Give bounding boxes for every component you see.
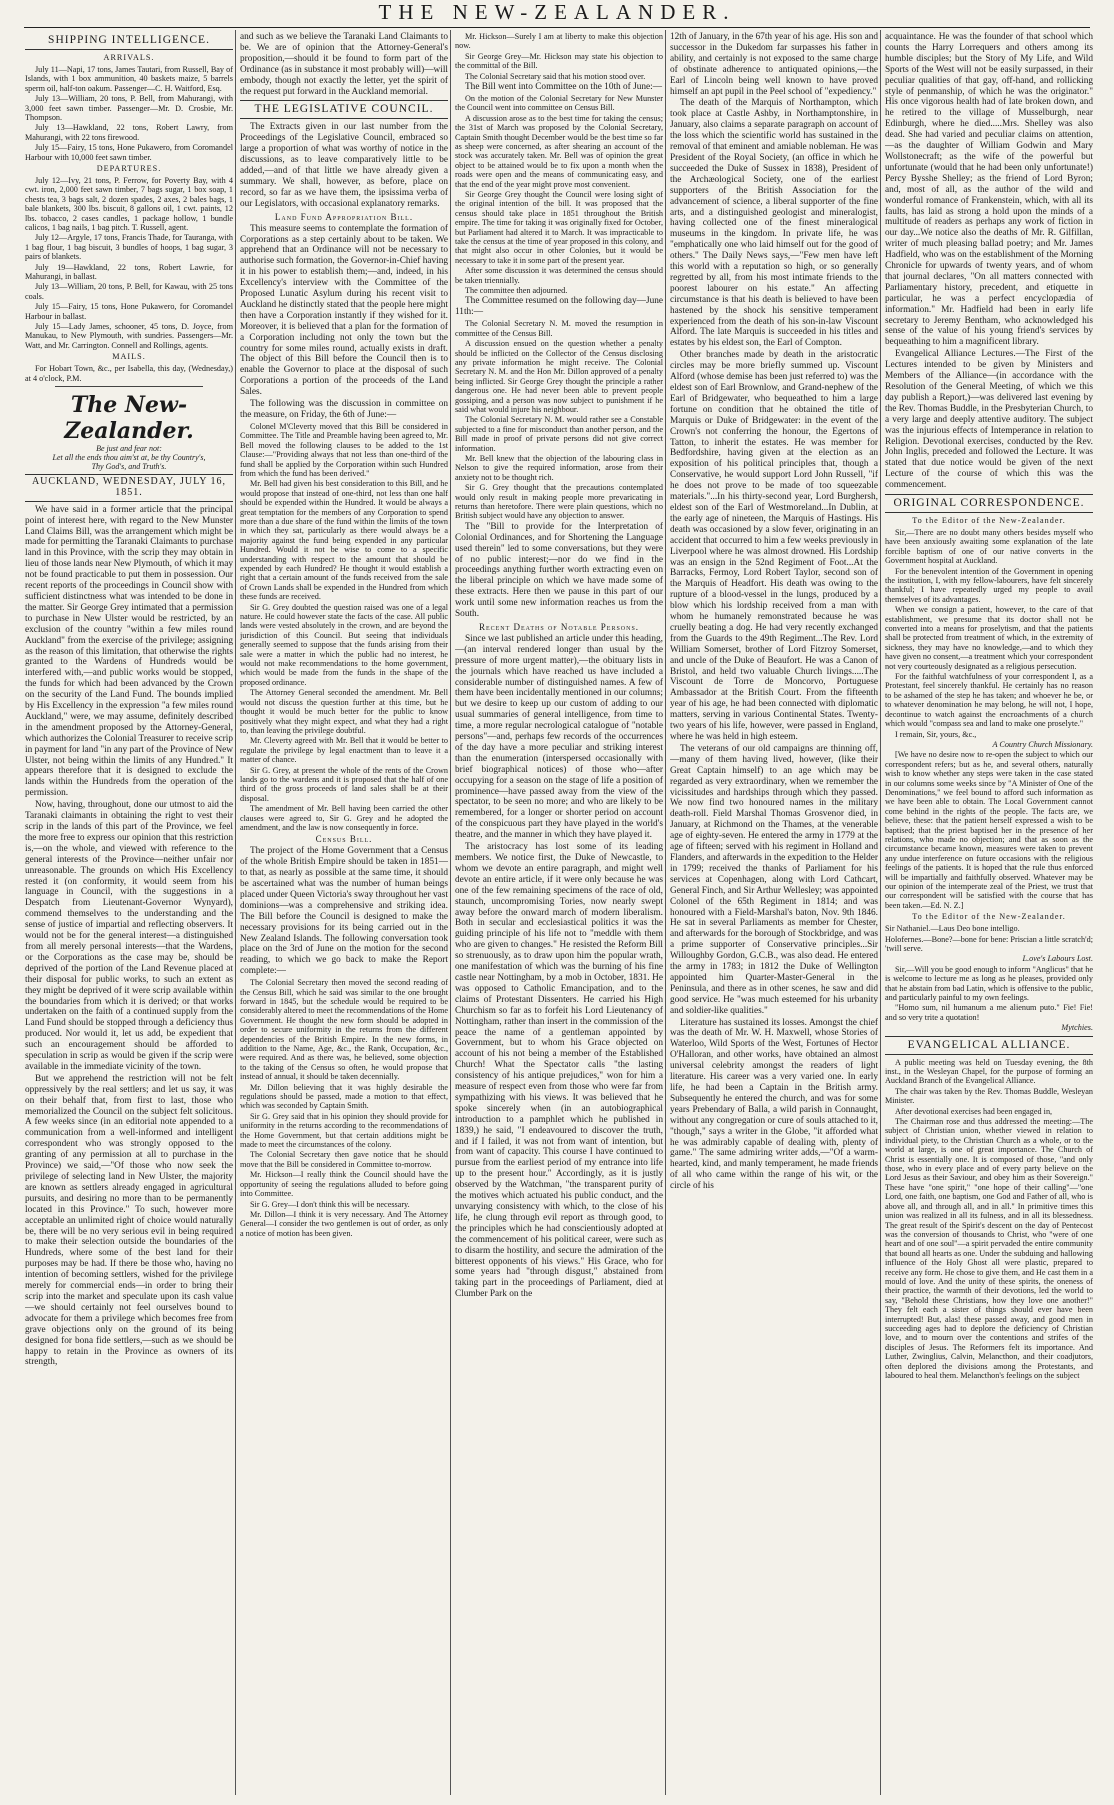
- census-debate: The Colonial Secretary then moved the second reading of the Census Bill, which he said was similar to the one brought forward in 1845, but the schedule would be required to be considerably altered to meet the recommendations of the Home Government. He thought the new form should be adopted in order to secure uniformity in the returns from the different dependencies of the British Empire. In the new forms, in addition to the Name, Age, &c., the Rank, Occupation, &c., were required. And as there was, he believed, some objection to the taking of the Census so often, he would propose that instead of annual, it should be taken decennially.: [240, 978, 448, 1082]
- dateline: AUCKLAND, WEDNESDAY, JULY 16, 1851.: [25, 474, 233, 502]
- deaths-continuation: acquaintance. He was the founder of that school which counts the Harry Lorrequers and others among its humble disciples; but the Story of My Life, and Wild Sports of the West will not be easily surpassed, in their peculiar qualities of that gay, off-hand, and rollicking style of penmanship, of which he was the originator." His once vigorous health had of late broken down, and he retired to the village of Musselburgh, near Edinburgh, where he died.....Mrs. Shelley was also dead. She had varied and peculiar claims on attention,—as the daughter of William Godwin and Mary Wollstonecraft; as the wife of the powerful but unfortunate (would that he had been only unfortunate!) Percy Bysshe Shelley; as the friend of Lord Byron; and, most of all, as the author of the wild and wonderful romance of Frankenstein, which, with all its faults, has laid as strong a hold upon the minds of a multitude of readers as perhaps any work of fiction in our day...We notice also the deaths of Mr. R. Gilfillan, writer of much pleasing ballad poetry; and Mr. James Hadfield, who was on the establishment of the Morning Chronicle for upwards of twenty years, and of whom that journal declares, "On all matters connected with Parliamentary history, precedent, and etiquette in particular, he was a perfect encyclopædia of information." Mr. Hadfield had been in early life secretary to Jeremy Bentham, who acknowledged his sense of the value of his young friend's services by bequeathing to him a magnificent library.: [885, 32, 1093, 348]
- land-fund-heading: Land Fund Appropriation Bill.: [274, 211, 414, 222]
- departure-entry: July 15—Lady James, schooner, 45 tons, D. Joyce, from Manukau, to New Plymouth, with sundries. Passengers—Mr. Watt, and Mr. Carrington. Connell and Rollings, agents.: [25, 321, 233, 350]
- committee-paragraph: A discussion arose as to the best time for taking the census; the 31st of March was proposed by the Colonial Secretary, Captain Smith thought December would be the best time so far as sheep were concerned, as after shearing an account of the stock was accurately taken. Mr. Bell was of opinion the great object to be attained would be to fix upon a month when the roads were open and the means of communicating easy, and that the end of the year might prove most convenient.: [455, 113, 663, 189]
- editorial-paragraph: Now, having, throughout, done our utmost to aid the Taranaki claimants in obtaining the right to vest their scrip in the lands of this part of the Province, we feel the more free to express our opinion that this restriction is,—on the whole, and viewed with reference to the general interests of the Province—neither unfair nor unreasonable. The grounds on which His Excellency rested it (on conformity, it would seem from his language in Council, with the suggestions in a Despatch from Lieutenant-Governor Wynyard), commend themselves to the understanding and the sense of justice of impartial and reflecting observers. It would not be for the general interest—a distinguished from all merely personal interests—that the Wardens, or the Corporations as the case may be, should be deprived of the portion of the Land Revenue placed at their disposal for public works, to such an extent as they might be deprived of it were scrip available within the boundaries from which it is derived; or that works undertaken on the faith of a continued supply from the Land Fund should be stopped through a deficiency thus produced. Nor would it, let us add, be expedient that such an encouragement should be afforded to speculation in scrip as would be given if the scrip were available in the immediate vicinity of the town.: [25, 800, 233, 1072]
- alliance-paragraph: The Chairman rose and thus addressed the meeting:—The subject of Christian union, whether viewed in relation to individual piety, to the Christian Church as a whole, or to the world at large, is one of great importance. The Church of Christ is essentially one. It is composed of those, "and only those, who in every place and of every party believe on the Lord Jesus as their Saviour, and obey him as their Sovereign." These have "one spirit," "one hope of their calling"—"one Lord, one faith, one baptism, one God and Father of all, who is above all, and through all, and in all." In primitive times this union was realized in all its fulness, and in all its blessedness. The great result of the Spirit's descent on the day of Pentecost was the conversion of thousands to Christ, who "were of one heart and of one soul"—a spirit pervaded the entire community that bound all hearts as one. Under the subduing and hallowing influence of the Holy Ghost all were plastic, prepared to receive any form. He chose to give them, and He cast them in a mould of love. And the unity of these spirits, the oneness of their practice, the warmth of their devotions, led the world to say, "Behold these Christians, how they love one another!" They felt each a sister of things should ever have been interrupted! But, alas! these passed away, and good men in succeeding ages had to deplore the deficiency of Christian love, and to mourn over the contentions and strifes of the disciples of Jesus. The Reformers felt its importance. And Luther, Zwinglius, Calvin, Melancthon, and their coadjutors, often deplored the divisions among the Protestants, and laboured to heal them. Melancthon's feelings on the subject: [885, 1117, 1093, 1380]
- shipping-heading: SHIPPING INTELLIGENCE.: [25, 32, 233, 50]
- census-debate: Mr. Hickson—I really think the Council should have the opportunity of seeing the regulations alluded to before going into Committee.: [240, 1170, 448, 1199]
- lectures-paragraph: Evangelical Alliance Lectures.—The First of the Lectures intended to be given by Ministers and Members of the Alliance—(in accordance with the Resolution of the General Meeting, of which we this day publish a Report,)—was delivered last evening by the Rev. Thomas Buddle, in the Presbyterian Church, to a very large and deeply attentive auditory. The subject was the injurious effects of Intemperance in relation to Religion. Devotional exercises, conducted by the Rev. John Inglis, preceded and followed the Lecture. It was stated that due notice would be given of the next Lecture of the course of which this was the commencement.: [885, 349, 1093, 491]
- column-divider: [665, 30, 666, 1795]
- resumed-note: The Committee resumed on the following day—June 11th:—: [455, 296, 663, 318]
- column-divider: [880, 30, 881, 1795]
- letter-quote: Sir Nathaniel.—Laus Deo bone intelligo.: [885, 924, 1020, 934]
- land-fund-paragraph: The following was the discussion in committee on the measure, on Friday, the 6th of June:—: [240, 399, 448, 420]
- land-fund-paragraph: This measure seems to contemplate the formation of Corporations as a step certainly about to be taken. We apprehend that an Ordinance will not be necessary to authorise such formation, the Governor-in-Chief having it in his power to establish them;—and, indeed, in his Excellency's interview with the Committee of the Proposed Lunatic Asylum during his recent visit to Auckland he distinctly stated that the people here might then have a Corporation instantly if they wished for it. Moreover, it is believed that a plan for the formation of a Corporation including not only the town but the country for some miles round, actually exists in draft. The object of this Bill before the Council then is to enable the Governor to place at the disposal of such Corporations a portion of the proceeds of the Land Sales.: [240, 223, 448, 398]
- deaths-paragraph: The veterans of our old campaigns are thinning off,—many of them having lived, however, (like their Great Captain himself) to an age which may be regarded as very extraordinary, when we remember the vicissitudes and hardships through which they passed. We now find two honoured names in the military death-roll. Field Marshal Thomas Grosvenor died, in January, at Richmond on the Thames, at the venerable age of eighty-seven. He entered the army in 1779 at the age of fifteen; served with his regiment in Holland and Flanders, and afterwards in the expedition to the Helder in 1799; received the thanks of Parliament for his services at Copenhagen, along with Lord Cathcart, General Finch, and Sir Arthur Wellesley; was appointed Colonel of the 65th Regiment in 1814; and was honoured with a Field-Marshal's baton, Nov. 9th 1846. He sat in several Parliaments as member for Chester, and afterwards for the borough of Stockbridge, and was a prime supporter of Conservative principles...Sir Willoughby Gordon, G.C.B., was also dead. He entered the army in 1783; in 1812 the Duke of Wellington appointed him Quarter-Master-General in the Peninsula, and there as in other scenes, he saw and did good service. He "was much esteemed for his urbanity and soldier-like qualities.": [670, 743, 878, 1016]
- column-4: [670, 32, 878, 1797]
- committee-paragraph: After some discussion it was determined the census should be taken triennially.: [455, 266, 663, 285]
- resumed-paragraph: Mr. Bell knew that the objection of the labouring class in Nelson to give the required information, arose from their anxiety not to be thought rich.: [455, 453, 663, 482]
- deaths-paragraph: The aristocracy has lost some of its leading members. We notice first, the Duke of Newcastle, to whom we devote an entire paragraph, and might well devote an entire article, if it were only because he was one of the few remaining specimens of the race of old, staunch, uncompromising Tories, now nearly swept away before the onward march of modern liberalism. Both in secular and ecclesiastical politics it was the guiding principle of his life not to "meddle with them who are given to changes." He resisted the Reform Bill so strenuously, as to draw upon him the popular wrath, one manifestation of which was the burning of his fine castle near Nottingham, by a mob in October, 1831. He was opposed to Catholic Emancipation, and to the claims of Protestant Dissenters. He carried his High Churchism so far as to forfeit his Lord Lieutenancy of Nottingham, rather than insert in the commission of the peace the name of a gentleman appointed by Government, but to whom his Grace objected on account of his not being a member of the Established Church! What the Spectator calls "the lasting consistency of his antique prejudices," won for him a measure of respect even from those who were far from sympathizing with his views. It was believed that he spoke sincerely when (in an autobiographical introduction to a pamphlet which he published in 1839,) he said, "I endeavoured to discover the truth, and if I failed, it was not from want of intention, but from want of capacity. This course I have continued to pursue from the earliest period of my entrance into life up to the present hour." Accordingly, as it is justly observed by the Watchman, "the transparent purity of the motives which actuated his public conduct, and the unvarying consistency with which, to the close of his life, he clung through evil report as through good, to the principles which he had conscientiously adopted at the commencement of his political career, were such as to disarm the hostility, and secure the admiration of the bitterest opponents of his views." His Grace, who for some years had "through disgust," abstained from taking part in the proceedings of Parliament, died at Clumber Park on the: [455, 842, 663, 1300]
- arrival-entry: July 13—Hawkland, 22 tons, Robert Lawry, from Mahurangi, with 22 tons firewood.: [25, 123, 233, 142]
- interpretation-paragraph: The "Bill to provide for the Interpretation of Colonial Ordinances, and for Shortening the Language used therein" led to some conversations, but they were of no public interest;—nor do we find in the proceedings anything further worth extracting even on the liberal principle on which we have made some of these extracts. Here then we pause in this part of our work until some new information reaches us from the South.: [455, 521, 663, 620]
- letter-quote: Holofernes.—Bone?—bone for bene: Priscian a little scratch'd; 'twill serve.: [885, 934, 1093, 953]
- motto-line: Be just and fear not:: [96, 443, 162, 453]
- arrivals-label: ARRIVALS.: [103, 53, 155, 62]
- departure-entry: July 12—Argyle, 17 tons, Francis Thade, for Tauranga, with 1 bag flour, 1 bag biscuit, 3 bundles of hoops, 1 bag sugar, 3 pairs of blankets.: [25, 233, 233, 262]
- section-divider: [55, 386, 203, 387]
- deaths-heading: Recent Deaths of Notable Persons.: [478, 621, 640, 632]
- deaths-paragraph: Literature has sustained its losses. Amongst the chief was the death of Mr. W. H. Maxwell, whose Stories of Waterloo, Wild Sports of the West, Fortunes of Hector O'Halloran, and other works, have obtained an almost universal celebrity amongst the readers of light literature. His career was a very varied one. In early life, he had been a Captain in the British army. Subsequently he entered the church, and was for some years Prebendary of Balla, a wild parish in Connaught, without any congregation or cure of souls attached to it, "though," says a writer in the Globe, "it afforded what he was admirably capable of dealing with, plenty of game." The same admiring writer adds,—"Of a warm-hearted, kind, and manly temperament, he made friends of all who came within the range of his wit, or the circle of his: [670, 1017, 878, 1192]
- column-divider: [235, 30, 236, 1795]
- editor-note: [We have no desire now to re-open the subject to which our correspondent refers; but as he, and several others, naturally wish to know whether any steps were taken in the case stated in our columns some weeks since by "A Minister of One of the Denominations," we feel bound to afford such information as we have been able to obtain. The Local Government cannot come behind in the rights of the people. The facts are, we believe, these: that the patient herself expressed a wish to be baptised; that the priest baptised her in the presence of her relations, who made no objection; and that as soon as the circumstance became known, measures were taken to prevent any undue interference on future occasions with the religious feelings of the patients. It is hoped that the rule thus enforced will be impartially and faithfully observed. Whatever may be our opinion of the intemperate zeal of the Priest, we trust that our correspondent will be satisfied with the course that has been taken.—Ed. N. Z.]: [885, 750, 1093, 910]
- letter-paragraph: Sir,—Will you be good enough to inform "Anglicus" that he is welcome to lecture me as long as he pleases, provided only that he abstain from bad Latin, which is offensive to the public, and particularly painful to my own feelings.: [885, 964, 1093, 1002]
- masthead-title: THE NEW-ZEALANDER.: [378, 0, 736, 24]
- letter-paragraph: Sir,—There are no doubt many others besides myself who have been anxiously awaiting some explanation of the late forcible baptism of one of our native converts in the Government hospital at Auckland.: [885, 527, 1093, 566]
- census-debate: Sir G. Grey—I don't think this will be necessary.: [250, 1199, 410, 1209]
- alliance-paragraph: The chair was taken by the Rev. Thomas Buddle, Wesleyan Minister.: [885, 1086, 1093, 1106]
- departure-entry: July 19—Hawkland, 22 tons, Robert Lawrie, for Mahurangi, in ballast.: [25, 262, 233, 281]
- deaths-paragraph: Other branches made by death in the aristocratic circles may be more briefly summed up. Viscount Alford (whose demise has been just referred to) was the eldest son of Earl Brownlow, and Grand-nephew of the Earl of Bridgewater, who bequeathed to him a large fortune on condition that he obtained the title of Marquis or Duke of Bridgewater: in the event of the Crown's not conferring the honour, the Egertons of Tatton, to inherit the estates. He was member for Bedfordshire, having given at the election as an exposition of his political principles that, though a Conservative, he would support Lord John Russell, "if he does not prove to be made of too squeezable materials."...In his thirty-second year, Lord Burghersh, eldest son of the Earl of Westmoreland...In Dublin, at the early age of nineteen, the Marquis of Hastings. His death was occasioned by a slow fever, originating in an accident that occurred to him a few weeks previously in Liverpool where he was almost drowned. His Lordship was an ensign in the 52nd Regiment of Foot...At the Barracks, Fermoy, Lord Robert Taylor, second son of the Marquis of Headfort. His death was owing to the rupture of a blood-vessel in the lungs, produced by a blow which his lordship received from a man with whom he humanely remonstrated because he was cruelly beating a dog. He had very recently exchanged from the Guards to the 49th Regiment...The Rev. Lord William Somerset, brother of Lord Fitzroy Somerset, and uncle of the Duke of Beaufort. He was a Canon of Bristol, and held two valuable Church livings.....The Viscount de Torre de Moncorvo, Portuguese Ambassador at the British Court. From the fifteenth year of his age, he had been connected with diplomatic matters, serving in various Continental States. Twenty-two years of his life, however, were passed in England, where he was held in high esteem.: [670, 350, 878, 742]
- letter-paragraph: For the benevolent intention of the Government in opening the institution, I, with my fellow-labourers, have felt sincerely thankful; I have repeatedly urged my people to avail themselves of its advantages.: [885, 566, 1093, 604]
- letter-signature: A Country Church Missionary.: [992, 739, 1093, 749]
- alliance-paragraph: A public meeting was held on Tuesday evening, the 8th inst., in the Wesleyan Chapel, for the purpose of forming an Auckland Branch of the Evangelical Alliance.: [885, 1057, 1093, 1086]
- committee-note: The Bill went into Committee on the 10th of June:—: [465, 82, 663, 93]
- column-divider: [450, 30, 451, 1795]
- debate-paragraph: Mr. Cleverty agreed with Mr. Bell that it would be better to regulate the privilege by legal enactment than to leave it a matter of chance.: [240, 736, 448, 765]
- debate-paragraph: The Colonial Secretary said that his motion stood over.: [465, 71, 646, 81]
- debate-paragraph: Sir G. Grey, at present the whole of the rents of the Crown lands go to the wardens and it is proposed that the half of one third of the gross proceeds of land sales shall be at their disposal.: [240, 765, 448, 803]
- motto-line: Thy God's, and Truth's.: [91, 461, 167, 471]
- resumed-paragraph: A discussion ensued on the question whether a penalty should be inflicted on the Collector of the Census disclosing any private information he might receive. The Colonial Secretary N. M. and the Hon Mr. Dillon approved of a penalty being inflicted. Sir George Grey thought the principle a rather dangerous one. He had never been able to prevent people gossiping, and a person was now subject to punishment if he said what would injure his neighbour.: [455, 339, 663, 414]
- departure-entry: July 13—William, 20 tons, P. Bell, for Kawau, with 25 tons coals.: [25, 282, 233, 301]
- departures-label: DEPARTURES.: [96, 163, 162, 173]
- column-5: [885, 32, 1093, 1797]
- departure-entry: July 12—Ivy, 21 tons, P. Ferrow, for Poverty Bay, with 4 cwt. iron, 2,000 feet sawn timber, 7 bags sugar, 1 box soap, 1 chests tea, 3 bags salt, 2 dozen spades, 2 axes, 2 bales bags, 1 bale blankets, 300 lbs. biscuit, 8 gallons oil, 1 cwt. paints, 12 lbs. tobacco, 2 cases candles, 1 package hollow, 1 bundle calicos, 1 bag nails, 1 bag pitch. T. Russell, agent.: [25, 175, 233, 232]
- committee-paragraph: Sir George Grey thought the Council were losing sight of the original intention of the bill. It was proposed that the census should take place in 1851 throughout the British empire. The time for taking it was originally fixed for October, but Parliament had altered it to March. It was impracticable to take the census at the time of year proposed in this colony, and that might also occur in other Colonies, but it would be necessary to take it in some part of the present year.: [455, 190, 663, 265]
- debate-paragraph: Sir G. Grey doubted the question raised was one of a legal nature. He could however state the facts of the case. All public lands were vested absolutely in the crown, and are beyond the jurisdiction of this Council. But seeing that individuals generally seemed to suppose that the funds arising from their sale were a matter in which the public had no interest, he would not make recommendations to the home government, which would be made from the funds in the shape of the proposed ordinance.: [240, 602, 448, 687]
- resumed-paragraph: Sir G. Grey thought that the precautions contemplated would only result in making people more prevaricating in returns than heretofore. There were plain questions, which no British subject would have any objection to answer.: [455, 483, 663, 521]
- quote-source: L.ove's Labours Lost.: [1022, 954, 1093, 964]
- letter-paragraph: "Homo sum, nil humanum a me alienum puto." Fie! Fie! and so very trite a quotation!: [885, 1003, 1093, 1022]
- census-debate: The Colonial Secretary then gave notice that he should move that the Bill be considered in Committee to-morrow.: [240, 1150, 448, 1169]
- debate-paragraph: Mr. Hickson—Surely I am at liberty to make this objection now.: [455, 32, 663, 51]
- debate-paragraph: The Attorney General seconded the amendment. Mr. Bell would not discuss the question further at this time, but he thought it would be much better for the public to know positively what they might expect, and what they had a right to, than leaving the privilege doubtful.: [240, 688, 448, 735]
- editorial-paragraph: We have said in a former article that the principal point of interest here, with regard to the New Munster Land Claims Bill, was the arrangement which might be made for permitting the Taranaki Claimants to purchase land in this Province, with the scrip they may obtain in lieu of those lands near New Plymouth, of which it may not be found practicable to put them in possession. Our recent reports of the proceedings in Council show with sufficient distinctness what was intended to be done in the matter. Sir George Grey intimated that a permission to purchase in New Ulster would be restricted, by an exclusion of the country "within a few miles round Auckland" from the exercise of the privilege; assigning as the reason of this limitation, that otherwise the rights granted to the Wardens of Hundreds would be interfered with,—and public works would be stopped, the funds for which had been advanced by the Crown on the security of the Land Fund. The bounds implied by His Excellency in the expression "a few miles round Auckland," were, we may assume, definitely described in the amendment proposed by the Attorney-General, which authorizes the Colonial Treasurer to receive scrip in payment for land "in any part of the Province of New Ulster, not being within the limits of any Hundred." It appears therefore that it is designed to exclude the lands within the Hundreds from the operation of the permission.: [25, 504, 233, 799]
- letter-paragraph: When we consign a patient, however, to the care of that establishment, we presume that its doctor shall not be converted into a means for proselytism, and that the patients shall be protected from treatment of which, in the extremity of sickness, they may have no knowledge,—and to which they have given no consent,—a treatment which your correspondent not very courteously designated as a religious persecution.: [885, 605, 1093, 671]
- column-1: [25, 32, 233, 1797]
- resumed-paragraph: The Colonial Secretary N. M. moved the resumption in committee of the Census Bill.: [455, 319, 663, 338]
- committee-paragraph: The committee then adjourned.: [465, 286, 568, 296]
- arrival-entry: July 11—Napi, 17 tons, James Tautari, from Russell, Bay of Islands, with 1 box ammunition, 40 baskets maize, 5 barrels sperm oil, half-ton oakum. Passenger—C. H. Waitford, Esq.: [25, 64, 233, 93]
- alliance-paragraph: After devotional exercises had been engaged in,: [895, 1106, 1053, 1116]
- deaths-paragraph: The death of the Marquis of Northampton, which took place at Castle Ashby, in Northamptonshire, in January, also claims a separate paragraph on account of the loss which the scientific world has sustained in the removal of that eminent and amiable nobleman. He was President of the Royal Society, (an office in which he succeeded the Duke of Sussex in 1838), President of the Archæological Society, one of the earliest supporters of the British Association for the advancement of science, a liberal supporter of the fine arts, and a distinguished geologist and mineralogist, having collected one of the finest mineralogical museums in the kingdom. In private life, he was "emphatically one who laid himself out for the good of others." The Daily News says,—"Few men have left this world with a reputation so high, or so generally regretted by all, from his most intimate friends to the poorest labourer on his estate." An affecting circumstance is that his death is believed to have been hastened by the shock his sensitive temperament experienced from the death of his son-in-law Viscount Alford. The late Marquis is succeeded in his titles and estates by his eldest son, the Earl of Compton.: [670, 98, 878, 349]
- mails-text: For Hobart Town, &c., per Isabella, this day, (Wednesday,) at 4 o'clock, P.M.: [25, 364, 233, 383]
- debate-paragraph: Colonel M'Cleverty moved that this Bill be considered in Committee. The Title and Preamble having been agreed to, Mr. Bell moved the following clauses to be added to the 1st Clause:—"Providing always that not less than one-third of the fund shall be applied by the Corporation within such Hundred from which the fund has been derived.": [240, 421, 448, 478]
- motto-line: Let all the ends thou aim'st at, be thy Country's,: [52, 452, 206, 462]
- census-debate: Mr. Dillon—I think it is very necessary. And The Attorney General—I consider the two gentlemen is out of order, as only a notice of motion has been given.: [240, 1209, 448, 1238]
- council-heading: THE LEGISLATIVE COUNCIL.: [240, 100, 448, 119]
- masthead-rule: [24, 27, 1090, 28]
- departure-entry: July 15—Fairy, 15 tons, Hone Pukawero, for Coromandel Harbour in ballast.: [25, 302, 233, 321]
- census-debate: Mr. Dillon believing that it was highly desirable the regulations should be passed, made a motion to that effect, which was seconded by Captain Smith.: [240, 1082, 448, 1111]
- column-3: [455, 32, 663, 1797]
- arrival-entry: July 15—Fairy, 15 tons, Hone Pukawero, from Coromandel Harbour with 10,000 feet sawn timber.: [25, 143, 233, 162]
- letter-paragraph: For the faithful watchfulness of your correspondent I, as a Protestant, feel sincerely thankful. He certainly has no reason to be ashamed of the step he has taken; and whoever he be, or to whatever denomination he may belong, he will not, I hope, decontinue to watch against the encroachments of a church which would "compass sea and land to make one proselyte.": [885, 672, 1093, 729]
- deaths-paragraph: Since we last published an article under this heading,—(an interval rendered longer than usual by the pressure of more urgent matter),—the obituary lists in the journals which have reached us have included a considerable number of distinguished names. A few of them have been incidentally mentioned in our columns; but we desire to keep up our custom of adding to our usual summaries of general intelligence, from time to time, a more regular necrological catalogue of "notable persons"—and, perhaps few records of the occurrences of the day have a more peculiar and striking interest than the enumeration (interspersed occasionally with brief biographical notices) of those who—after occupying for a season on the stage of life a position of prominence—have passed away from the view of the spectator, to be seen no more; and who are likely to be remembered, for a longer or shorter period on account of the conspicuous part they have played in the world's theatre, and the manner in which they have played it.: [455, 633, 663, 841]
- committee-paragraph: On the motion of the Colonial Secretary for New Munster the Council went into committee on Census Bill.: [455, 93, 663, 113]
- mails-label: MAILS.: [112, 352, 146, 362]
- debate-paragraph: The amendment of Mr. Bell having been carried the other clauses were agreed to, Sir G. Grey and he adopted the amendment, and the law is now consequently in force.: [240, 804, 448, 832]
- editorial-continuation: and such as we believe the Taranaki Land Claimants to be. We are of opinion that the Attorney-General's proposition,—should it be found to form part of the Ordinance (as in substance it most probably will)—will embody, though not exactly the letter, yet the spirit of the request put forward in the Auckland memorial.: [240, 32, 448, 97]
- paper-name: The New-Zealander.: [64, 391, 194, 444]
- letter-address: To the Editor of the New-Zealander.: [912, 912, 1066, 922]
- census-paragraph: The project of the Home Government that a Census of the whole British Empire should be taken in 1851—to that, as nearly as possible at the same time, it should be ascertained what was the number of human beings placed under Queen Victoria's sway throughout her vast dominions—was a comprehensive and striking idea. The Bill before the Council is designed to make the necessary provisions for its being carried out in the New Zealand Islands. The following conversation took place on the 3rd of June on the motion for the second reading, to which we go back to make the Report complete:—: [240, 846, 448, 977]
- column-2: [240, 32, 448, 1797]
- resumed-paragraph: The Colonial Secretary N. M. would rather see a Constable subjected to a fine for misconduct than another person, and the Bill made in proof of private persons did not give correct information.: [455, 415, 663, 453]
- letter-address: To the Editor of the New-Zealander.: [912, 516, 1066, 526]
- debate-paragraph: Sir George Grey—Mr. Hickson may state his objection to the committal of the Bill.: [455, 51, 663, 71]
- arrival-entry: July 13—William, 20 tons, P. Bell, from Mahurangi, with 3,000 feet sawn timber. Passenger—Mr. D. Crosbie, Mr. Thompson.: [25, 94, 233, 122]
- debate-paragraph: Mr. Bell had given his best consideration to this Bill, and he would propose that instead of one-third, not less than one half should be expended within the Hundred. It would be always a great temptation for the members of any Corporation to spend more than a due share of the fund within the limits of the town in which they sat, particularly as there would always be a majority against the fund being expended in any particular Hundred. Would it not be wise to come to a specific understanding with respect to the amount that should be expended by each Hundred? He thought it would establish a right that a certain amount of the funds received from the sale of Crown Lands shall be expended in the Hundred from which these funds are received.: [240, 479, 448, 602]
- letter-signature: Mytchies.: [1061, 1023, 1093, 1033]
- census-debate: Sir G. Grey said that in his opinion they should provide for uniformity in the returns according to the recommendations of the Home Government, but that certain additions might be made to meet the circumstances of the colony.: [240, 1111, 448, 1150]
- correspondence-heading: ORIGINAL CORRESPONDENCE.: [885, 494, 1093, 513]
- letter-paragraph: I remain, Sir, yours, &c.,: [895, 729, 977, 739]
- deaths-continuation: 12th of January, in the 67th year of his age. His son and successor in the Dukedom far surpasses his father in ability, and certainly is not exposed to the same charge of obstinate adherence to antiquated opinions,—the Earl of Lincoln being well known to have proved himself an apt pupil in the Peel school of "expediency.": [670, 32, 878, 97]
- editorial-paragraph: But we apprehend the restriction will not be felt oppressively by the real settlers; and let us say, it was on their behalf that, from first to last, those who memorialized the Council on the subject felt solicitous. A few weeks since (in an editorial note appended to a communication from a well-informed and intelligent correspondent who was strongly opposed to the granting of any permission at all to purchase in the Province) we said,—"Of those who now seek the privilege of selecting land in New Ulster, the majority are known as settlers already engaged in agricultural pursuits, and desiring no more than to be permanently located in this Province." To such, however more acceptable an unlimited right of choice would naturally be, there will be no very serious evil in being required to make their selection outside the boundaries of the Hundreds, where some of the best land for their purposes may be had. If there be those who, having no intention of becoming settlers, wished for the privilege merely for commercial ends—in order to bring their scrip into the market and speculate upon its cash value—we should certainly not feel ourselves bound to advocate for them a privilege which becomes free from grave objections only on the ground of its being designed for bona fide settlers,—such as we should be happy to retain in the Province as owners of its strength,: [25, 1073, 233, 1368]
- council-intro: The Extracts given in our last number from the Proceedings of the Legislative Council, embraced so large a proportion of what was worthy of notice in the discussions, as to leave comparatively little to be added,—and of that little we have already given a summary. We shall, however, as before, place on record, so far as we have them, the ipsissima verba of our Legislators, with occasional explanatory remarks.: [240, 122, 448, 209]
- alliance-heading: EVANGELICAL ALLIANCE.: [885, 1036, 1093, 1055]
- census-heading: Census Bill.: [315, 834, 373, 845]
